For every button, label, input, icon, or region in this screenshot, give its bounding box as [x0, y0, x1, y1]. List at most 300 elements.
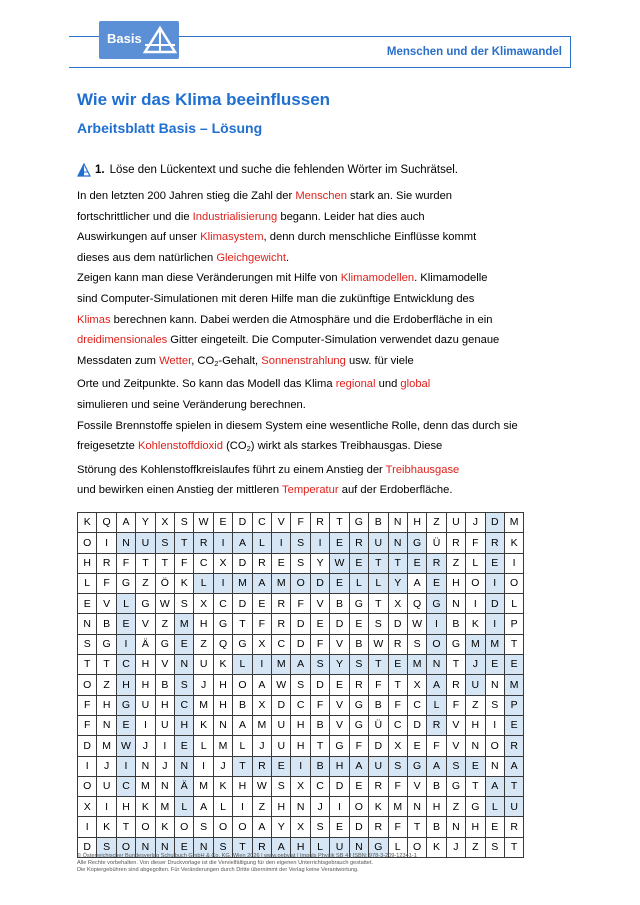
grid-cell: S: [407, 634, 426, 654]
grid-cell: N: [78, 614, 97, 634]
grid-row: [78, 695, 524, 715]
answer-word: Gleichgewicht: [216, 251, 286, 264]
text-segment: -Gehalt,: [218, 354, 262, 367]
grid-cell: M: [136, 776, 155, 796]
grid-cell: B: [310, 715, 329, 735]
grid-cell: T: [446, 655, 465, 675]
grid-cell: T: [136, 553, 155, 573]
grid-cell: H: [291, 715, 310, 735]
grid-cell: H: [213, 695, 232, 715]
grid-cell: B: [155, 675, 174, 695]
text-segment: ) wirkt als starkes Treibhausgas. Diese: [250, 440, 443, 453]
grid-cell: B: [330, 594, 349, 614]
grid-cell: D: [310, 573, 329, 593]
grid-row: [78, 513, 524, 533]
grid-cell: F: [310, 634, 329, 654]
grid-cell: T: [116, 817, 135, 837]
grid-cell: I: [194, 756, 213, 776]
grid-cell: H: [466, 715, 485, 735]
grid-cell: E: [310, 614, 329, 634]
footer-line: Alle Rechte vorbehalten. Von dieser Druckvorlage ist die Vervielfältigung für den eigenen Unterrichtsgebrauch gestattet.: [77, 860, 374, 866]
grid-cell: K: [213, 655, 232, 675]
grid-cell: D: [233, 513, 252, 533]
grid-cell: T: [330, 513, 349, 533]
grid-cell: S: [291, 553, 310, 573]
answer-word: Treibhausgase: [385, 463, 460, 476]
text-line: [77, 395, 567, 416]
logo-label: Basis: [107, 31, 142, 46]
grid-cell: S: [97, 837, 116, 857]
grid-cell: Ü: [427, 533, 446, 553]
grid-cell: A: [504, 756, 523, 776]
grid-cell: L: [175, 797, 194, 817]
grid-cell: U: [466, 675, 485, 695]
grid-cell: T: [369, 553, 388, 573]
grid-cell: I: [116, 756, 135, 776]
cloze-text: [77, 186, 567, 501]
grid-cell: H: [291, 837, 310, 857]
grid-cell: K: [78, 513, 97, 533]
grid-row: [78, 797, 524, 817]
grid-cell: E: [175, 736, 194, 756]
text-line: [77, 310, 567, 331]
text-segment: 2: [246, 444, 251, 454]
grid-cell: E: [407, 736, 426, 756]
grid-cell: R: [349, 533, 368, 553]
grid-cell: M: [233, 573, 252, 593]
grid-cell: O: [407, 837, 426, 857]
grid-cell: R: [97, 553, 116, 573]
grid-cell: R: [194, 533, 213, 553]
grid-cell: K: [194, 715, 213, 735]
grid-row: [78, 817, 524, 837]
grid-cell: Z: [194, 634, 213, 654]
grid-cell: N: [155, 837, 174, 857]
grid-cell: H: [194, 614, 213, 634]
grid-cell: Y: [310, 553, 329, 573]
grid-cell: E: [330, 817, 349, 837]
grid-cell: S: [291, 533, 310, 553]
grid-row: [78, 553, 524, 573]
grid-cell: X: [194, 594, 213, 614]
grid-cell: F: [97, 573, 116, 593]
footer-line: © Österreichischer Bundesverlag Schulbuch GmbH & Co. KG, Wien 2026 | www.oebv.at | Impuls Physik SB 4 | ISBN: 978-3-209-12341-1: [77, 853, 417, 859]
grid-cell: I: [78, 756, 97, 776]
grid-cell: C: [175, 695, 194, 715]
grid-cell: H: [446, 573, 465, 593]
text-line: [77, 351, 567, 375]
grid-cell: V: [446, 736, 465, 756]
grid-cell: A: [272, 837, 291, 857]
text-segment: auf der Erdoberfläche.: [338, 484, 453, 497]
grid-cell: G: [446, 634, 465, 654]
grid-cell: F: [388, 817, 407, 837]
grid-cell: K: [136, 797, 155, 817]
grid-cell: N: [407, 797, 426, 817]
grid-cell: F: [388, 776, 407, 796]
grid-cell: J: [213, 756, 232, 776]
grid-cell: E: [330, 573, 349, 593]
grid-cell: X: [291, 817, 310, 837]
grid-cell: E: [485, 655, 504, 675]
grid-cell: I: [97, 533, 116, 553]
grid-cell: V: [272, 513, 291, 533]
grid-cell: B: [446, 614, 465, 634]
grid-cell: H: [330, 756, 349, 776]
task-instruction: [77, 163, 458, 177]
grid-cell: L: [485, 797, 504, 817]
answer-word: Menschen: [295, 190, 347, 202]
grid-cell: N: [388, 533, 407, 553]
grid-cell: A: [485, 776, 504, 796]
answer-word: Temperatur: [282, 484, 339, 497]
grid-cell: A: [194, 797, 213, 817]
grid-cell: O: [485, 736, 504, 756]
grid-cell: L: [369, 573, 388, 593]
grid-cell: U: [369, 756, 388, 776]
grid-cell: T: [310, 736, 329, 756]
grid-cell: S: [388, 756, 407, 776]
grid-cell: R: [272, 594, 291, 614]
grid-cell: G: [116, 695, 135, 715]
text-segment: In den letzten 200 Jahren stieg die Zahl der: [77, 190, 296, 202]
grid-cell: S: [175, 513, 194, 533]
text-line: [77, 374, 567, 395]
grid-cell: O: [349, 797, 368, 817]
grid-cell: G: [97, 634, 116, 654]
grid-cell: U: [272, 736, 291, 756]
grid-row: [78, 573, 524, 593]
grid-cell: J: [466, 513, 485, 533]
grid-cell: H: [272, 797, 291, 817]
grid-cell: B: [369, 695, 388, 715]
grid-cell: I: [466, 594, 485, 614]
grid-cell: L: [349, 573, 368, 593]
grid-cell: E: [504, 715, 523, 735]
grid-cell: H: [233, 776, 252, 796]
grid-cell: S: [213, 837, 232, 857]
grid-cell: Y: [330, 655, 349, 675]
grid-cell: T: [466, 776, 485, 796]
grid-cell: S: [155, 533, 174, 553]
grid-cell: H: [407, 513, 426, 533]
grid-row: [78, 614, 524, 634]
grid-cell: M: [485, 634, 504, 654]
grid-cell: G: [427, 594, 446, 614]
grid-cell: G: [349, 594, 368, 614]
text-segment: simulieren und seine Veränderung berechnen.: [77, 398, 306, 411]
grid-cell: H: [78, 553, 97, 573]
text-segment: Gitter eingeteilt. Die Computer-Simulation verwendet dazu genaue: [167, 334, 500, 347]
text-segment: Fossile Brennstoffe spielen in diesem System eine wesentliche Rolle, denn das durch sie: [77, 419, 518, 432]
grid-cell: N: [446, 594, 465, 614]
grid-cell: A: [252, 817, 271, 837]
grid-cell: M: [213, 736, 232, 756]
grid-cell: M: [97, 736, 116, 756]
grid-cell: T: [388, 553, 407, 573]
grid-cell: S: [485, 837, 504, 857]
grid-cell: J: [466, 655, 485, 675]
grid-cell: X: [388, 594, 407, 614]
grid-cell: J: [97, 756, 116, 776]
grid-cell: J: [194, 675, 213, 695]
grid-cell: H: [136, 675, 155, 695]
grid-cell: K: [97, 817, 116, 837]
grid-cell: A: [233, 533, 252, 553]
grid-cell: S: [175, 675, 194, 695]
grid-cell: Ü: [369, 715, 388, 735]
grid-cell: B: [310, 756, 329, 776]
grid-cell: B: [349, 634, 368, 654]
grid-cell: O: [175, 817, 194, 837]
grid-cell: F: [388, 695, 407, 715]
grid-cell: S: [310, 655, 329, 675]
task-text: Löse den Lückentext und suche die fehlenden Wörter im Suchrätsel.: [109, 164, 458, 176]
grid-cell: E: [252, 594, 271, 614]
grid-cell: I: [485, 573, 504, 593]
grid-cell: R: [349, 675, 368, 695]
grid-cell: G: [330, 736, 349, 756]
grid-cell: F: [466, 533, 485, 553]
grid-cell: K: [369, 797, 388, 817]
grid-cell: L: [466, 553, 485, 573]
grid-cell: C: [194, 553, 213, 573]
text-segment: dieses aus dem natürlichen: [77, 251, 217, 264]
answer-word: Klimamodellen: [340, 272, 415, 285]
grid-cell: N: [175, 655, 194, 675]
grid-cell: W: [330, 553, 349, 573]
grid-cell: I: [330, 797, 349, 817]
grid-cell: T: [369, 594, 388, 614]
grid-cell: E: [349, 614, 368, 634]
grid-cell: X: [213, 553, 232, 573]
grid-row: [78, 655, 524, 675]
grid-cell: T: [504, 776, 523, 796]
grid-cell: E: [330, 675, 349, 695]
grid-cell: D: [388, 614, 407, 634]
grid-cell: A: [407, 573, 426, 593]
header-title: Menschen und der Klimawandel: [386, 46, 562, 58]
grid-cell: M: [194, 695, 213, 715]
grid-cell: G: [233, 634, 252, 654]
grid-cell: N: [349, 837, 368, 857]
text-segment: (CO: [222, 440, 247, 453]
grid-cell: G: [446, 776, 465, 796]
text-line: [77, 416, 567, 437]
grid-cell: X: [388, 736, 407, 756]
grid-cell: U: [155, 715, 174, 735]
grid-cell: J: [310, 797, 329, 817]
grid-cell: F: [369, 675, 388, 695]
grid-cell: R: [446, 533, 465, 553]
grid-cell: C: [213, 594, 232, 614]
grid-cell: O: [136, 817, 155, 837]
grid-cell: I: [78, 817, 97, 837]
grid-cell: I: [504, 553, 523, 573]
grid-cell: L: [194, 736, 213, 756]
grid-cell: L: [388, 837, 407, 857]
task-number: 1.: [95, 164, 105, 176]
text-line: [77, 480, 567, 501]
page-title: Wie wir das Klima beeinflussen: [77, 90, 331, 109]
grid-cell: Z: [466, 837, 485, 857]
grid-cell: N: [388, 513, 407, 533]
text-segment: , denn durch menschliche Einflüsse kommt: [263, 231, 477, 244]
grid-cell: T: [233, 837, 252, 857]
grid-cell: R: [369, 817, 388, 837]
text-line: [77, 186, 567, 207]
grid-cell: U: [272, 715, 291, 735]
grid-cell: F: [446, 695, 465, 715]
grid-cell: B: [369, 513, 388, 533]
grid-cell: T: [175, 533, 194, 553]
grid-row: [78, 533, 524, 553]
grid-cell: E: [175, 837, 194, 857]
grid-cell: H: [213, 675, 232, 695]
text-segment: Orte und Zeitpunkte. So kann das Modell das Klima: [77, 378, 336, 391]
grid-cell: W: [116, 736, 135, 756]
grid-cell: O: [116, 837, 135, 857]
grid-cell: K: [504, 533, 523, 553]
text-segment: . Klimamodelle: [414, 272, 488, 285]
grid-cell: N: [155, 776, 174, 796]
grid-cell: J: [252, 736, 271, 756]
text-segment: stark an. Sie wurden: [346, 190, 453, 202]
grid-cell: O: [78, 675, 97, 695]
grid-cell: H: [97, 695, 116, 715]
grid-cell: I: [485, 614, 504, 634]
grid-cell: V: [155, 655, 174, 675]
grid-cell: Z: [466, 695, 485, 715]
grid-cell: R: [504, 817, 523, 837]
grid-row: [78, 634, 524, 654]
grid-cell: Z: [252, 797, 271, 817]
grid-cell: E: [349, 776, 368, 796]
grid-cell: L: [233, 655, 252, 675]
grid-cell: C: [116, 776, 135, 796]
grid-row: [78, 675, 524, 695]
grid-cell: L: [116, 594, 135, 614]
grid-cell: R: [252, 837, 271, 857]
grid-cell: I: [155, 736, 174, 756]
grid-cell: E: [330, 533, 349, 553]
text-line: [77, 207, 567, 228]
grid-cell: F: [291, 513, 310, 533]
grid-cell: I: [252, 655, 271, 675]
text-segment: .: [285, 251, 290, 264]
grid-cell: R: [252, 553, 271, 573]
grid-cell: D: [78, 837, 97, 857]
grid-cell: U: [194, 655, 213, 675]
grid-cell: G: [136, 594, 155, 614]
grid-cell: G: [407, 533, 426, 553]
grid-cell: O: [78, 776, 97, 796]
logo: [99, 21, 179, 59]
grid-cell: H: [466, 817, 485, 837]
grid-cell: P: [504, 695, 523, 715]
grid-cell: N: [291, 797, 310, 817]
grid-cell: T: [388, 675, 407, 695]
grid-cell: F: [291, 594, 310, 614]
text-line: [77, 330, 567, 351]
grid-cell: B: [97, 614, 116, 634]
grid-cell: M: [194, 776, 213, 796]
grid-cell: E: [504, 655, 523, 675]
grid-cell: I: [485, 715, 504, 735]
text-line: [77, 268, 567, 289]
grid-cell: V: [446, 715, 465, 735]
grid-cell: X: [252, 634, 271, 654]
grid-cell: L: [194, 573, 213, 593]
grid-cell: Y: [272, 817, 291, 837]
grid-cell: N: [427, 655, 446, 675]
grid-cell: D: [78, 736, 97, 756]
grid-cell: O: [233, 675, 252, 695]
grid-cell: O: [233, 817, 252, 837]
grid-cell: W: [272, 675, 291, 695]
grid-cell: I: [213, 533, 232, 553]
grid-cell: G: [349, 715, 368, 735]
grid-cell: G: [349, 513, 368, 533]
text-line: [77, 436, 567, 460]
grid-cell: N: [175, 756, 194, 776]
grid-cell: R: [310, 513, 329, 533]
grid-cell: R: [388, 634, 407, 654]
text-segment: begann. Leider hat dies auch: [277, 210, 425, 223]
text-line: [77, 460, 567, 481]
grid-cell: M: [466, 634, 485, 654]
grid-cell: M: [504, 675, 523, 695]
grid-cell: E: [116, 614, 135, 634]
grid-cell: I: [272, 533, 291, 553]
grid-cell: V: [136, 614, 155, 634]
grid-cell: J: [155, 756, 174, 776]
grid-cell: D: [485, 594, 504, 614]
grid-cell: M: [175, 614, 194, 634]
grid-cell: D: [233, 594, 252, 614]
grid-cell: S: [310, 817, 329, 837]
grid-cell: N: [485, 675, 504, 695]
grid-cell: Q: [213, 634, 232, 654]
grid-cell: O: [466, 573, 485, 593]
grid-cell: K: [155, 817, 174, 837]
grid-cell: F: [349, 736, 368, 756]
answer-word: regional: [335, 378, 376, 391]
grid-cell: I: [310, 533, 329, 553]
grid-cell: S: [291, 675, 310, 695]
grid-cell: I: [116, 634, 135, 654]
grid-cell: Ä: [175, 776, 194, 796]
grid-cell: T: [504, 837, 523, 857]
grid-cell: L: [233, 736, 252, 756]
grid-cell: E: [466, 756, 485, 776]
grid-cell: G: [369, 837, 388, 857]
grid-cell: Y: [136, 513, 155, 533]
grid-cell: T: [504, 634, 523, 654]
page-subtitle: Arbeitsblatt Basis – Lösung: [77, 120, 263, 136]
grid-cell: B: [427, 776, 446, 796]
grid-cell: G: [155, 634, 174, 654]
grid-cell: K: [466, 614, 485, 634]
grid-cell: O: [504, 573, 523, 593]
answer-word: Sonnenstrahlung: [261, 354, 346, 367]
grid-cell: M: [272, 573, 291, 593]
grid-cell: R: [446, 675, 465, 695]
grid-cell: R: [427, 715, 446, 735]
grid-cell: E: [388, 655, 407, 675]
text-segment: 2: [214, 358, 219, 368]
grid-cell: A: [427, 675, 446, 695]
